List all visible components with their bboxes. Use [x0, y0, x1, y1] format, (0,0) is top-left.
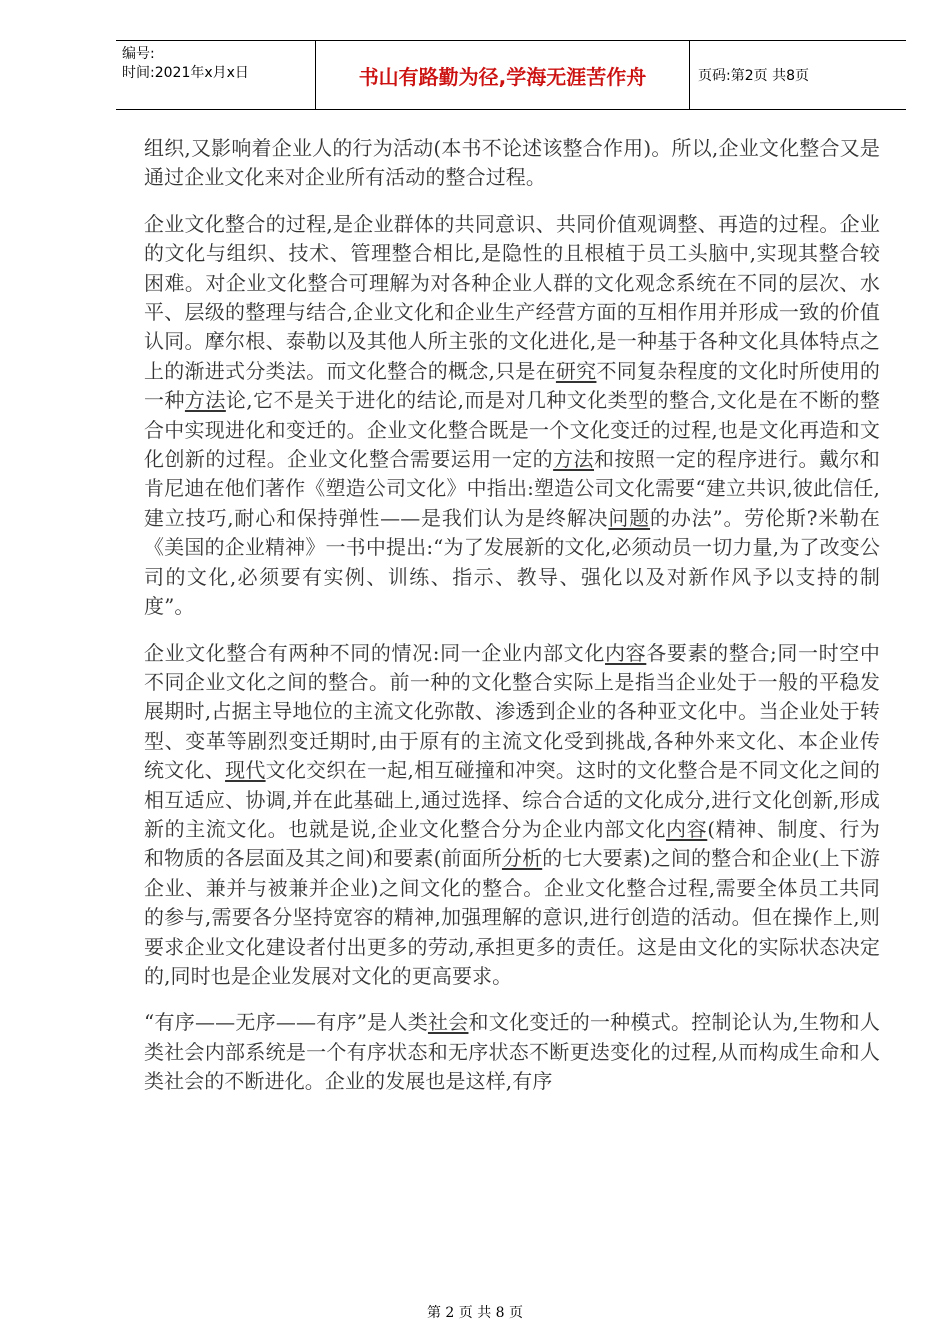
paragraph-2 — [144, 210, 880, 622]
link-modern[interactable]: 现代 — [225, 758, 266, 783]
link-analysis[interactable]: 分析 — [501, 846, 543, 871]
text-segment: 和文化变迁的一种模式。控制论认为,生物和人类社会内部系统是一个有序状态和无序状态不断更迭变化的过程,从而构成生命和人类社会的不断进化。企业的发展也是这样,有序 — [144, 1010, 880, 1094]
paragraph-4 — [144, 1008, 880, 1096]
text-segment: 的七大要素)之间的整合和企业(上下游企业、兼并与被兼并企业)之间文化的整合。企业文化整合过程,需要全体员工共同的参与,需要各分坚持宽容的精神,加强理解的意识,进行创造的活动。但在操作上,则要求企业文化建设者付出更多的劳动,承担更多的责任。这是由文化的实际状态决定的,同时也是企业发展对文化的更高要求。 — [144, 846, 880, 988]
text-segment: 企业文化整合的过程,是企业群体的共同意识、共同价值观调整、再造的过程。企业的文化与组织、技术、管理整合相比,是隐性的且根植于员工头脑中,实现其整合较困难。对企业文化整合可理解为对各种企业人群的文化观念系统在不同的层次、水平、层级的整理与结合,企业文化和企业生产经营方面的互相作用并形成一致的价值认同。摩尔根、泰勒以及其他人所主张的文化进化,是一种基于各种文化具体特点之上的渐进式分类法。而文化整合的概念,只是在 — [144, 211, 880, 383]
link-content[interactable]: 内容 — [605, 640, 647, 665]
document-number-label: 编号: — [122, 46, 155, 62]
text-segment: 各要素的整合;同一时空中不同企业文化之间的整合。前一种的文化整合实际上是指当企业处于一般的平稳发展期时,占据主导地位的主流文化弥散、渗透到企业的各种亚文化中。当企业处于转型、变革等剧烈变迁期时,由于原有的主流文化受到挑战,各种外来文化、本企业传统文化、 — [144, 640, 880, 783]
link-content-2[interactable]: 内容 — [666, 816, 708, 841]
header-meta-cell — [116, 41, 316, 109]
link-problem[interactable]: 问题 — [608, 505, 650, 530]
header-table — [116, 40, 906, 110]
text-segment: 和按照一定的程序进行。戴尔和肯尼迪在他们著作《塑造公司文化》中指出:塑造公司文化需要“建立共识,彼此信任,建立技巧,耐心和保持弹性——是我们认为是终解决 — [144, 447, 881, 530]
link-research[interactable]: 研究 — [555, 358, 597, 383]
link-method-2[interactable]: 方法 — [553, 447, 595, 472]
header-motto: 书山有路勤为径,学海无涯苦作舟 — [316, 41, 690, 109]
text-segment: 的办法”。劳伦斯?米勒在《美国的企业精神》一书中提出:“为了发展新的文化,必须动员一切力量,为了改变公司的文化,必须要有实例、训练、指示、教导、强化以及对新作风予以支持的制度”。 — [144, 505, 880, 619]
document-time-label: 时间:2021年x月x日 — [122, 65, 249, 81]
text-segment: 论,它不是关于进化的结论,而是对几种文化类型的整合,文化是在不断的整合中实现进化和变迁的。企业文化整合既是一个文化变迁的过程,也是文化再造和文化创新的过程。企业文化整合需要运用一定的 — [144, 388, 881, 472]
text-segment: 组织,又影响着企业人的行为活动(本书不论述该整合作用)。所以,企业文化整合又是通过企业文化来对企业所有活动的整合过程。 — [144, 136, 880, 190]
link-method[interactable]: 方法 — [184, 388, 226, 413]
text-segment: 企业文化整合有两种不同的情况:同一企业内部文化 — [144, 640, 606, 665]
text-segment: “有序——无序——有序”是人类 — [144, 1010, 428, 1035]
page-footer: 第 2 页 共 8 页 — [426, 1305, 524, 1321]
header-page-label: 页码:第2页 共8页 — [698, 68, 809, 84]
paragraph-3 — [144, 639, 880, 992]
document-body — [144, 134, 880, 1114]
paragraph-1 — [144, 134, 880, 193]
text-segment: 不同复杂程度的文化时所使用的一种 — [144, 358, 880, 413]
link-society[interactable]: 社会 — [427, 1010, 469, 1035]
text-segment: 文化交织在一起,相互碰撞和冲突。这时的文化整合是不同文化之间的相互适应、协调,并在此基础上,通过选择、综合合适的文化成分,进行文化创新,形成新的主流文化。也就是说,企业文化整合分为企业内部文化 — [144, 758, 880, 841]
text-segment: (精神、制度、行为和物质的各层面及其之间)和要素(前面所 — [144, 816, 880, 871]
